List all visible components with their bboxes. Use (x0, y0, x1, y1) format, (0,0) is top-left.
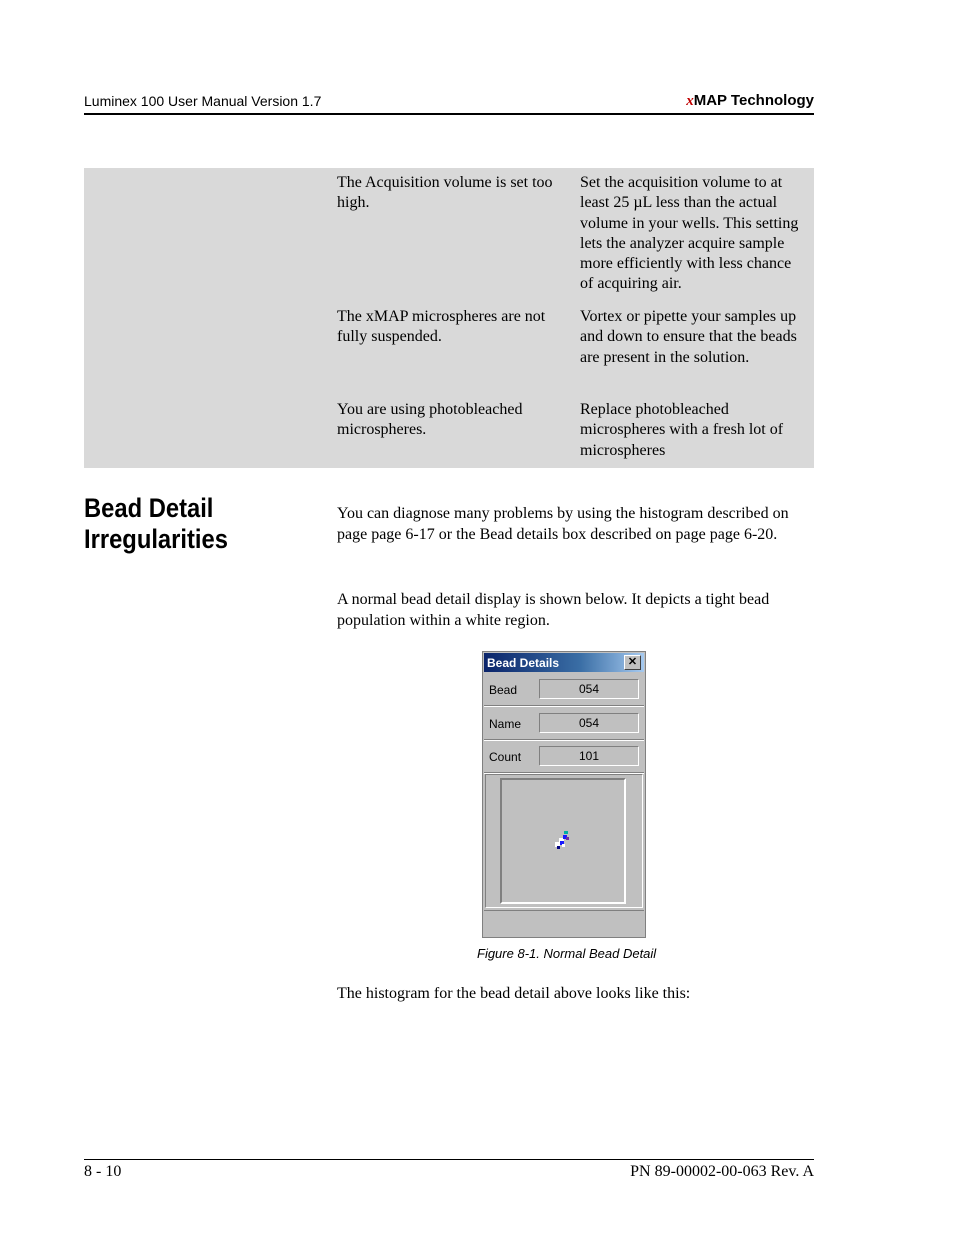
part-number: PN 89-00002-00-063 Rev. A (630, 1163, 814, 1180)
table-cause: The Acquisition volume is set too high. (337, 174, 553, 212)
field-value: 054 (539, 713, 639, 733)
field-value: 101 (539, 746, 639, 766)
name-field (484, 708, 644, 740)
header-manual-title: Luminex 100 User Manual Version 1.7 (84, 93, 322, 109)
table-cause: The xMAP microspheres are not fully suspended. (337, 308, 546, 346)
window-statusbar (484, 910, 644, 937)
field-label: Bead (489, 683, 518, 697)
page-number: 8 - 10 (84, 1163, 122, 1180)
close-icon[interactable]: ✕ (624, 655, 641, 670)
count-field (484, 741, 644, 773)
table-fix: Replace photobleached microspheres with a fresh lot of microspheres (580, 401, 784, 459)
header-section-title (686, 92, 814, 110)
window-titlebar (484, 653, 644, 672)
header-section-rest: MAP Technology (693, 92, 814, 109)
body-paragraph: You can diagnose many problems by using the histogram described on page page 6-17 or the Bead details box described on page page 6-20. (337, 505, 789, 543)
troubleshooting-table (84, 168, 814, 468)
bead-population-icon (502, 780, 624, 902)
page-header (84, 91, 814, 115)
page-footer (84, 1159, 814, 1180)
table-fix: Vortex or pipette your samples up and down to ensure that the beads are present in the solution. (580, 308, 797, 366)
field-value: 054 (539, 679, 639, 699)
header-x-letter: x (686, 93, 694, 109)
body-paragraph: A normal bead detail display is shown below. It depicts a tight bead population within a white region. (337, 591, 770, 629)
body-paragraph: The histogram for the bead detail above looks like this: (337, 985, 691, 1002)
bead-plot-area (500, 778, 626, 904)
table-cause: You are using photobleached microspheres. (337, 401, 523, 439)
window-title: Bead Details (487, 656, 560, 670)
table-fix: Set the acquisition volume to at least 25 µL less than the actual volume in your wells. This setting lets the analyzer acquire sample more efficiently with less chance of acquiring air. (580, 174, 799, 293)
field-label: Count (489, 750, 522, 764)
section-heading: Bead Detail Irregularities (84, 493, 228, 554)
figure-caption: Figure 8-1. Normal Bead Detail (477, 946, 657, 961)
field-label: Name (489, 717, 522, 731)
bead-field (484, 674, 644, 706)
bead-details-window (482, 651, 646, 938)
